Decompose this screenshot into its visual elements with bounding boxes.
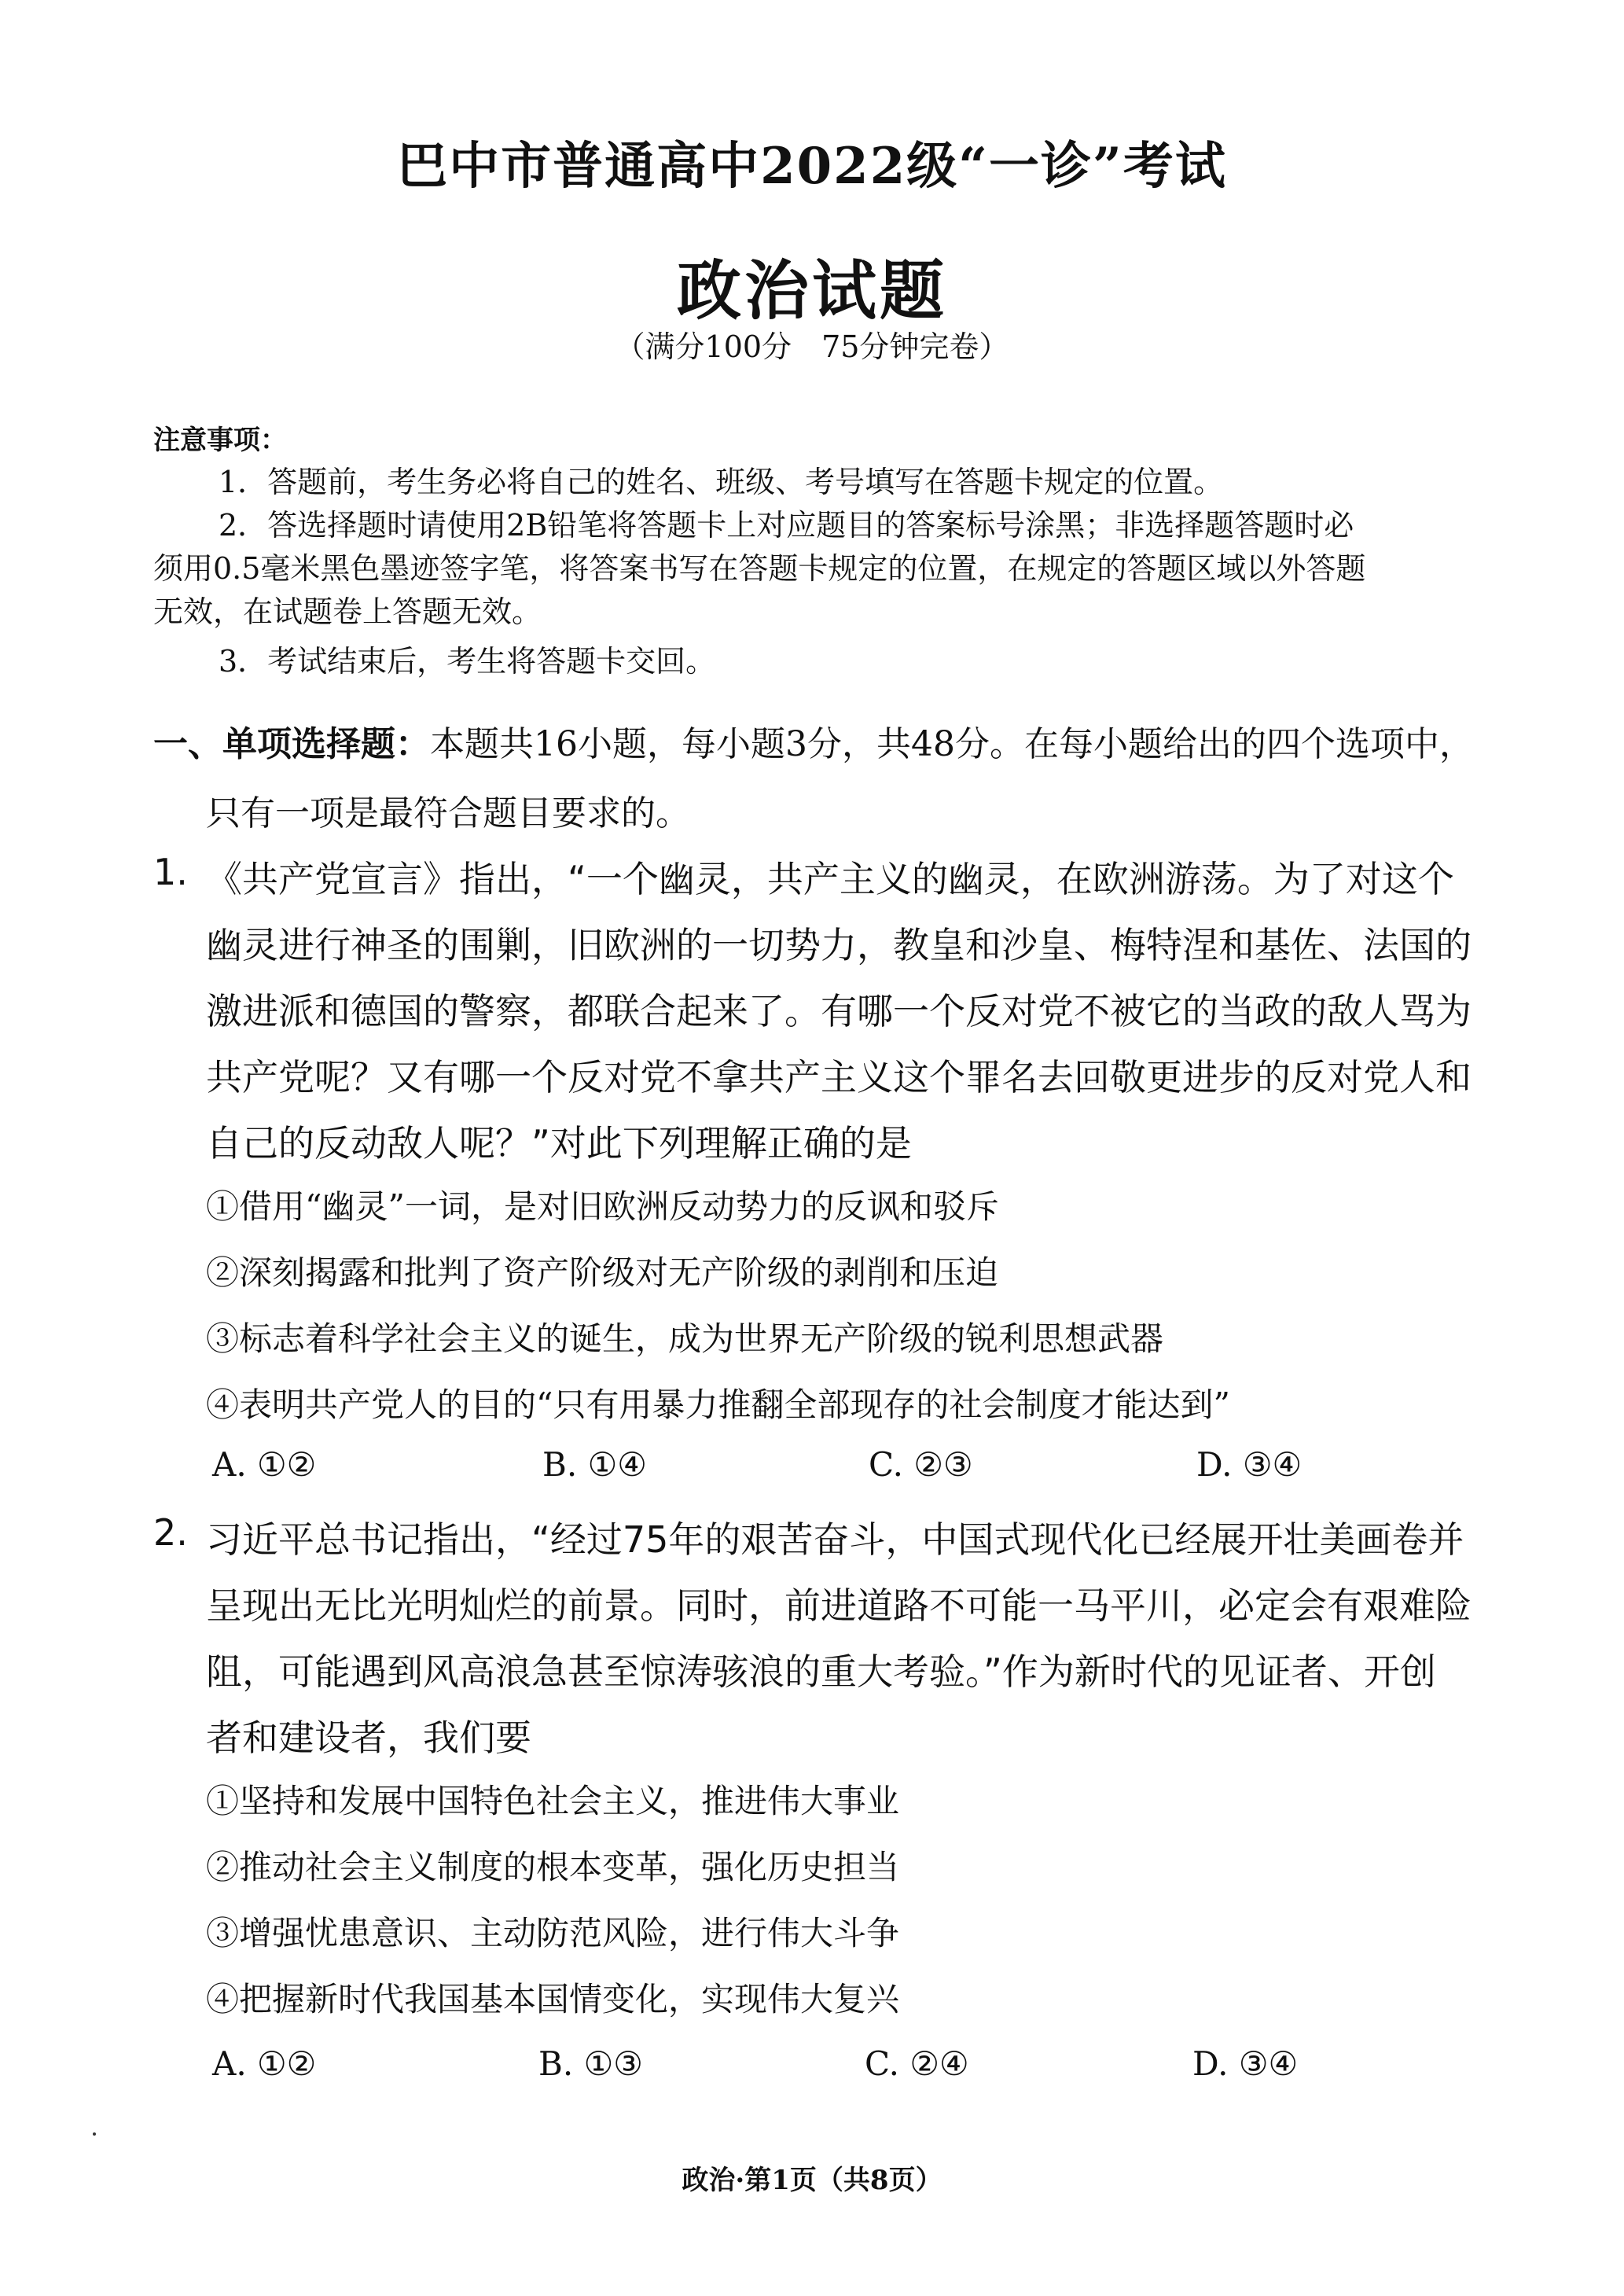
question-2-option-a: A. ①②: [212, 2044, 317, 2083]
question-1-line-4: 共产党呢？又有哪一个反对党不拿共产主义这个罪名去回敬更进步的反对党人和: [206, 1056, 1472, 1098]
question-1-statement-2: ②深刻揭露和批判了资产阶级对无产阶级的剥削和压迫: [206, 1253, 999, 1292]
question-1-statement-4: ④表明共产党人的目的“只有用暴力推翻全部现存的社会制度才能达到”: [206, 1385, 1230, 1424]
section-desc-2: 只有一项是最符合题目要求的。: [206, 793, 690, 833]
notice-item-3: 3．考试结束后，考生将答题卡交回。: [219, 644, 716, 679]
question-2-number: 2.: [153, 1511, 188, 1554]
question-1-statement-1: ①借用“幽灵”一词，是对旧欧洲反动势力的反讽和驳斥: [206, 1187, 999, 1226]
question-2-statement-1: ①坚持和发展中国特色社会主义，推进伟大事业: [206, 1782, 900, 1820]
question-2-statement-3: ③增强忧患意识、主动防范风险，进行伟大斗争: [206, 1914, 900, 1952]
question-1-line-1: 《共产党宣言》指出，“一个幽灵，共产主义的幽灵，在欧洲游荡。为了对这个: [206, 858, 1454, 900]
question-1-line-2: 幽灵进行神圣的围剿，旧欧洲的一切势力，教皇和沙皇、梅特涅和基佐、法国的: [206, 924, 1472, 966]
exam-title: 巴中市普通高中2022级“一诊”考试: [397, 137, 1227, 196]
question-1-option-d: D. ③④: [1196, 1445, 1303, 1484]
scan-speck: [93, 2132, 96, 2136]
exam-subject-title: 政治试题: [676, 253, 947, 329]
question-1-number: 1.: [153, 851, 188, 893]
question-2-line-2: 呈现出无比光明灿烂的前景。同时，前进道路不可能一马平川，必定会有艰难险: [206, 1584, 1472, 1627]
notice-item-2-end: 无效，在试题卷上答题无效。: [153, 594, 542, 629]
question-1-line-3: 激进派和德国的警察，都联合起来了。有哪一个反对党不被它的当政的敌人骂为: [206, 990, 1472, 1032]
notice-item-2-cont: 须用0.5毫米黑色墨迹签字笔，将答案书写在答题卡规定的位置，在规定的答题区域以外答题: [153, 551, 1366, 586]
question-2-line-1: 习近平总书记指出，“经过75年的艰苦奋斗，中国式现代化已经展开壮美画卷并: [206, 1518, 1464, 1561]
question-2-option-c: C. ②④: [865, 2044, 969, 2083]
section-desc-1: 本题共16小题，每小题3分，共48分。在每小题给出的四个选项中，: [430, 724, 1474, 764]
section-heading: [153, 716, 1474, 766]
question-1-line-5: 自己的反动敌人呢？”对此下列理解正确的是: [206, 1122, 912, 1165]
question-2-line-3: 阻，可能遇到风高浪急甚至惊涛骇浪的重大考验。”作为新时代的见证者、开创: [206, 1650, 1436, 1693]
question-2-statement-4: ④把握新时代我国基本国情变化，实现伟大复兴: [206, 1980, 900, 2018]
question-1-statement-3: ③标志着科学社会主义的诞生，成为世界无产阶级的锐利思想武器: [206, 1319, 1164, 1358]
score-time-info: （满分100分 75分钟完卷）: [615, 329, 1009, 364]
question-2-option-d: D. ③④: [1192, 2044, 1299, 2083]
question-2-option-b: B. ①③: [538, 2044, 643, 2083]
question-1-option-a: A. ①②: [212, 1445, 317, 1484]
section-label: 一、单项选择题：: [153, 724, 430, 764]
page-footer: 政治·第1页（共8页）: [682, 2165, 942, 2196]
notice-item-2: 2．答选择题时请使用2B铅笔将答题卡上对应题目的答案标号涂黑；非选择题答题时必: [219, 508, 1354, 543]
question-1-option-b: B. ①④: [542, 1445, 647, 1484]
notice-heading: 注意事项：: [153, 425, 287, 456]
question-2-statement-2: ②推动社会主义制度的根本变革，强化历史担当: [206, 1848, 900, 1886]
notice-item-1: 1．答题前，考生务必将自己的姓名、班级、考号填写在答题卡规定的位置。: [219, 465, 1224, 499]
question-2-line-4: 者和建设者，我们要: [206, 1716, 531, 1759]
question-1-option-c: C. ②③: [869, 1445, 973, 1484]
